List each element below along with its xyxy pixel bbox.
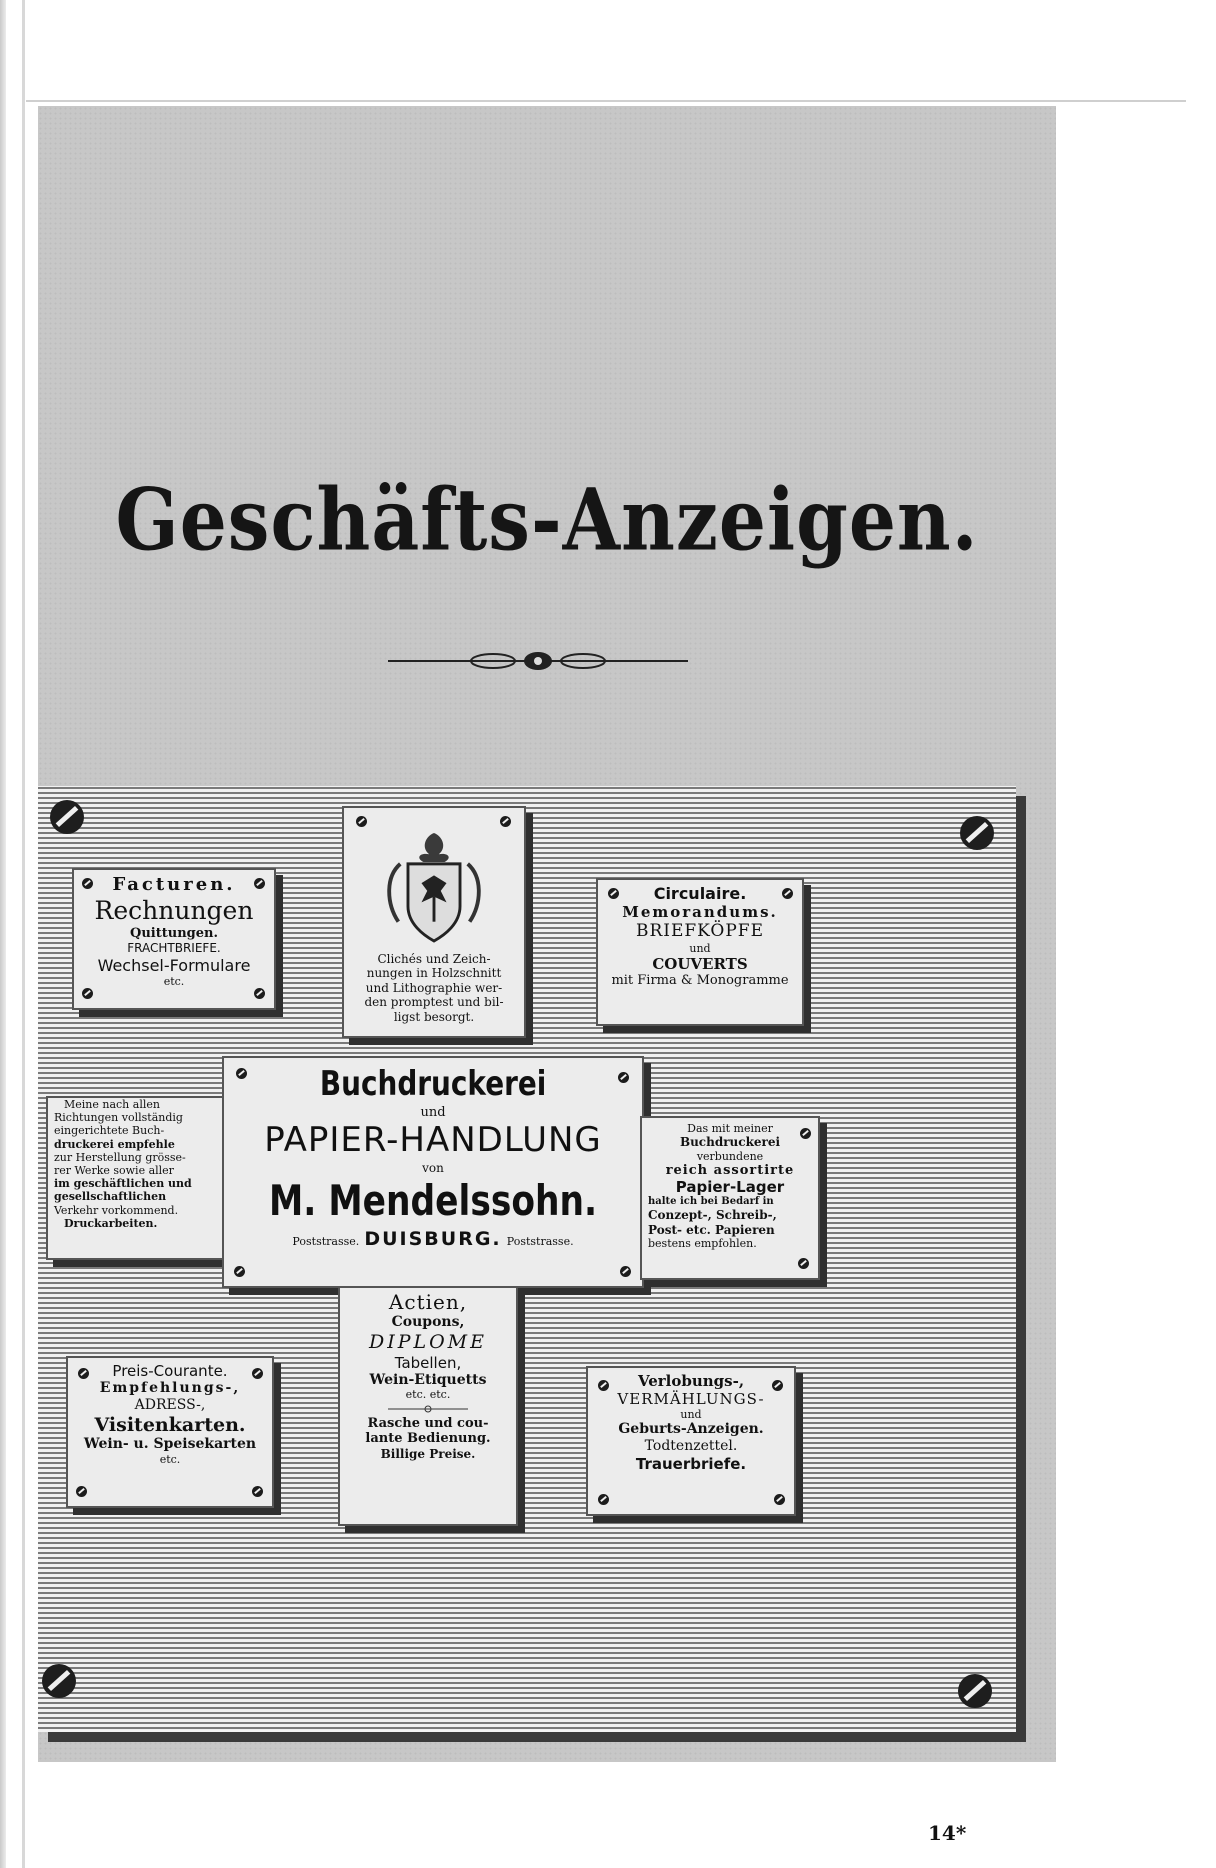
screw-icon [620, 1266, 631, 1277]
screw-icon [252, 1486, 263, 1497]
card-preis-courante [66, 1356, 274, 1508]
screw-icon [774, 1494, 785, 1505]
main-city: DUISBURG. [364, 1227, 502, 1250]
card-line: und [689, 941, 711, 955]
card-line: Tabellen, [394, 1353, 462, 1372]
card-line: Meine nach allen [64, 1098, 160, 1111]
card-line: etc. [159, 1453, 181, 1467]
card-line: gesellschaftlichen [54, 1190, 167, 1204]
card-line: den promptest und bil- [364, 995, 504, 1010]
card-line: Memorandums. [622, 903, 778, 922]
screw-icon [782, 888, 793, 899]
screw-icon [254, 988, 265, 999]
screw-icon [76, 1486, 87, 1497]
advertisement-panel [38, 786, 1016, 1732]
printed-page [38, 106, 1056, 1845]
screw-icon [598, 1380, 609, 1391]
card-line: Actien, [388, 1290, 468, 1314]
screw-icon [960, 816, 994, 850]
main-street-left: Poststrasse. [292, 1234, 360, 1248]
screw-icon [252, 1368, 263, 1379]
screw-icon [50, 800, 84, 834]
card-line: Rechnungen [94, 895, 254, 925]
card-line: Wein-Etiquetts [369, 1371, 487, 1388]
screw-icon [78, 1368, 89, 1379]
card-line: Quittungen. [130, 925, 218, 941]
main-und: und [420, 1104, 446, 1120]
card-line: Geburts-Anzeigen. [618, 1421, 764, 1438]
card-line: COUVERTS [652, 954, 748, 973]
screw-icon [236, 1068, 247, 1079]
card-cliches [342, 806, 526, 1038]
card-line: Facturen. [112, 874, 236, 895]
card-line: Preis-Courante. [112, 1362, 228, 1380]
card-line: Conzept-, Schreib-, [648, 1208, 777, 1223]
card-buchdruckerei-note [46, 1096, 232, 1260]
card-line: bestens empfohlen. [648, 1237, 757, 1251]
screw-icon [618, 1072, 629, 1083]
card-line: ligst besorgt. [393, 1009, 475, 1024]
card-line: Wechsel-Formulare [97, 955, 251, 975]
coat-of-arms-illustration [381, 828, 487, 946]
card-line: Todtenzettel. [644, 1437, 738, 1454]
card-line: BRIEFKÖPFE [635, 921, 765, 942]
screw-icon [608, 888, 619, 899]
page-title: Geschäfts-Anzeigen. [115, 471, 979, 571]
card-line: Post- etc. Papieren [648, 1222, 775, 1237]
card-line: Trauerbriefe. [635, 1454, 747, 1473]
card-line: lante Bedienung. [365, 1431, 491, 1447]
card-line: Billige Preise. [380, 1446, 476, 1461]
screw-icon [598, 1494, 609, 1505]
card-line: DIPLOME [368, 1330, 488, 1353]
scan-left-edge [0, 0, 6, 1868]
card-line: Wein- u. Speisekarten [83, 1436, 257, 1453]
card-line: nungen in Holzschnitt [366, 966, 502, 981]
main-name: M. Mendelssohn. [268, 1175, 598, 1225]
card-line: reich assortirte [665, 1162, 795, 1178]
card-main-mendelssohn [222, 1056, 644, 1288]
card-verlobung [586, 1366, 796, 1516]
card-line: Coupons, [391, 1314, 465, 1330]
main-street-right: Poststrasse. [506, 1234, 574, 1248]
card-line: und Lithographie wer- [365, 980, 503, 995]
card-line: FRACHTBRIEFE. [127, 941, 221, 956]
screw-icon [234, 1266, 245, 1277]
card-line: Clichés und Zeich- [377, 952, 491, 966]
main-heading: Buchdruckerei [319, 1064, 547, 1104]
card-line: und [680, 1408, 702, 1421]
card-rechnungen [72, 868, 276, 1010]
card-line: druckerei empfehle [54, 1137, 175, 1151]
scan-left-edge-shadow [22, 0, 25, 1868]
card-line: im geschäftlichen und [54, 1177, 192, 1191]
card-line: eingerichtete Buch- [54, 1124, 165, 1138]
card-line: verbundene [696, 1149, 764, 1163]
card-line: Empfehlungs-, [99, 1380, 241, 1396]
screw-icon [82, 878, 93, 889]
card-line: Buchdruckerei [679, 1135, 781, 1150]
card-line: mit Firma & Monogramme [611, 972, 789, 988]
card-line: VERMÄHLUNGS- [617, 1390, 765, 1408]
card-line: etc. [163, 974, 185, 988]
card-line: Rasche und cou- [367, 1415, 489, 1431]
card-line: Verlobungs-, [637, 1372, 745, 1390]
screw-icon [772, 1380, 783, 1391]
card-line: Papier-Lager [675, 1178, 785, 1197]
card-line: ADRESS-, [134, 1396, 206, 1413]
divider-ornament [388, 646, 688, 676]
card-line: halte ich bei Bedarf in [648, 1196, 774, 1208]
screw-icon [254, 878, 265, 889]
card-circulaire [596, 878, 804, 1026]
card-actien [338, 1286, 518, 1526]
card-line: Visitenkarten. [94, 1413, 246, 1436]
card-line: rer Werke sowie aller [54, 1163, 174, 1177]
card-papier-lager [640, 1116, 820, 1280]
screw-icon [356, 816, 367, 827]
main-von: von [422, 1161, 444, 1176]
main-subheading: PAPIER-HANDLUNG [264, 1120, 602, 1161]
card-line: Das mit meiner [687, 1122, 773, 1135]
card-line: etc. etc. [405, 1388, 451, 1402]
card-line: Druckarbeiten. [64, 1216, 158, 1230]
card-line: zur Herstellung grösse- [54, 1150, 186, 1164]
screw-icon [958, 1674, 992, 1708]
screw-icon [82, 988, 93, 999]
card-line: Circulaire. [653, 884, 747, 903]
screw-icon [798, 1258, 809, 1269]
screw-icon [500, 816, 511, 827]
scan-top-rule [26, 100, 1186, 102]
divider-ornament [388, 1405, 468, 1413]
card-line: Verkehr vorkommend. [54, 1203, 179, 1217]
screw-icon [800, 1128, 811, 1139]
page-number: 14* [928, 1821, 967, 1845]
screw-icon [42, 1664, 76, 1698]
card-line: Richtungen vollständig [54, 1111, 183, 1125]
